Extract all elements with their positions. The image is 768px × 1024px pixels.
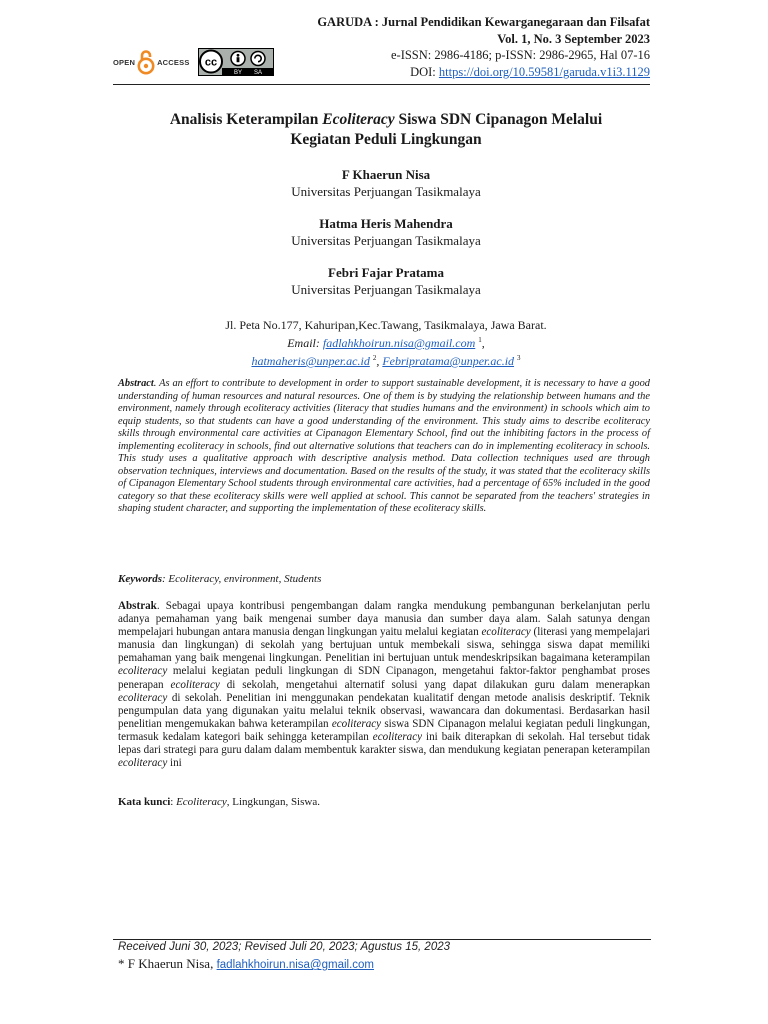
journal-volume: Vol. 1, No. 3 September 2023 <box>497 31 650 46</box>
email-sup: 1 <box>478 336 482 344</box>
author-block <box>113 264 659 298</box>
abstrak-segment: (literasi yang mempelajari manusia dan lingkungan) di sekolah yang bertujuan untuk membekali siswa, sehingga siswa dapat memiliki pemahaman yang baik mengenai lingkungan. Penelitian ini bertujuan untuk mendeskripsikan bagaimana keterampilan <box>118 626 651 665</box>
abstrak-term: ecoliteracy <box>170 678 220 691</box>
cc-badge-text: cc <box>204 56 217 69</box>
journal-issn: e-ISSN: 2986-4186; p-ISSN: 2986-2965, Hal 07-16 <box>390 48 650 62</box>
abstrak-segment: di sekolah. Penelitian ini menggunakan pendekatan kualitatif dengan metode analisis deskriptif. Teknik pengumpulan data yang digunakan yaitu melalui teknik observasi, wawancara dan dokumentasi. Berdasarkan hasil penelitian mengemukakan bahwa keterampilan <box>118 691 650 730</box>
kata-kunci-label: Kata kunci <box>118 796 171 808</box>
kata-kunci-term: Ecoliteracy <box>176 796 227 808</box>
journal-title: GARUDA : Jurnal Pendidikan Kewarganegaraan dan Filsafat <box>317 15 650 29</box>
abstrak-term: ecoliteracy <box>118 757 168 770</box>
abstrak-term: ecoliteracy <box>372 730 423 743</box>
abstrak-term: ecoliteracy <box>118 691 168 704</box>
contact-block <box>113 318 659 369</box>
author-affiliation: Universitas Perjuangan Tasikmalaya <box>291 233 481 248</box>
author-name: Febri Fajar Pratama <box>328 265 444 280</box>
abstract-label: Abstract <box>118 378 154 389</box>
footer-divider <box>113 939 651 940</box>
abstrak-segment: siswa SDN Cipanagon melalui kegiatan peduli lingkungan, termasuk kedalam kategori baik sehingga keterampilan <box>118 717 650 743</box>
journal-header <box>0 14 768 84</box>
open-access-right-text: ACCESS <box>157 57 190 67</box>
title-part-2: Siswa SDN Cipanagon Melalui <box>394 111 603 128</box>
journal-doi <box>317 64 650 81</box>
abstrak-term: ecoliteracy <box>118 665 168 678</box>
email-link[interactable]: fadlahkhoirun.nisa@gmail.com <box>322 336 476 350</box>
title-part-1: Analisis Keterampilan <box>169 111 323 128</box>
open-access-left-text: OPEN <box>113 57 136 67</box>
cc-sa-text: SA <box>253 70 262 76</box>
cc-by-text: BY <box>233 70 242 76</box>
author-name: Hatma Heris Mahendra <box>319 216 453 231</box>
kata-kunci-sep: : <box>170 796 177 808</box>
corresponding-name: * F Khaerun Nisa, <box>118 956 217 971</box>
abstrak-segment: ini baik diterapkan di sekolah. Hal tersebut tidak lepas dari strategi para guru dalam dalam membentuk karakter siswa, dan mendukung kegiatan penerapan keterampilan <box>118 730 650 757</box>
author-block <box>113 215 659 249</box>
email-separator: , <box>376 354 380 368</box>
open-access-logo <box>113 49 190 75</box>
keywords-label: Keywords <box>118 573 162 585</box>
email-sup: 2 <box>372 354 377 362</box>
corresponding-author <box>118 956 374 972</box>
license-logos <box>113 48 274 76</box>
abstrak-segment: . Sebagai upaya kontribusi pengembangan dalam rangka mendukung pembangunan berkelanjutan perlu adanya pemahaman yang baik mengenai sumber daya manusia dan sumber daya alam. Salah satunya dengan mempelajari hubungan antara manusia dengan lingkungan yaitu melalui kegiatan <box>118 600 650 639</box>
abstrak-label: Abstrak <box>118 600 157 612</box>
doi-label: DOI: <box>410 64 436 79</box>
journal-info <box>317 14 650 80</box>
doi-link[interactable]: https://doi.org/10.59581/garuda.v1i3.1129 <box>438 64 650 79</box>
cc-by-sa-badge <box>198 48 274 76</box>
email-link[interactable]: hatmaheris@unper.ac.id <box>251 354 370 368</box>
author-affiliation: Universitas Perjuangan Tasikmalaya <box>291 282 481 297</box>
author-name: F Khaerun Nisa <box>341 167 431 182</box>
email-label: Email: <box>287 336 320 350</box>
keywords-indonesian <box>118 796 650 808</box>
abstract-indonesian <box>118 600 650 770</box>
postal-address: Jl. Peta No.177, Kahuripan,Kec.Tawang, Tasikmalaya, Jawa Barat. <box>225 318 547 332</box>
kata-kunci-rest: , Lingkungan, Siswa. <box>226 796 320 808</box>
email-sup: 3 <box>517 354 521 362</box>
email-separator: , <box>481 336 485 350</box>
abstrak-term: ecoliteracy <box>481 626 531 639</box>
email-line-1 <box>113 333 659 351</box>
keywords-text: : Ecoliteracy, environment, Students <box>162 573 322 585</box>
paper-title <box>113 110 659 150</box>
open-lock-icon <box>136 49 156 75</box>
author-block <box>113 166 659 200</box>
abstrak-term: ecoliteracy <box>331 717 382 730</box>
abstrak-segment: ini <box>167 757 182 770</box>
header-divider <box>113 84 650 85</box>
author-list <box>113 166 659 313</box>
keywords-english <box>118 573 650 585</box>
corresponding-email-link[interactable]: fadlahkhoirun.nisa@gmail.com <box>216 959 374 971</box>
received-dates: Received Juni 30, 2023; Revised Juli 20, 2023; Agustus 15, 2023 <box>118 941 451 953</box>
abstrak-segment: melalui kegiatan peduli lingkungan di SDN Cipanagon, mengetahui faktor-faktor penghambat proses penerapan <box>118 665 650 691</box>
title-italic: Ecoliteracy <box>322 111 395 128</box>
email-link[interactable]: Febripratama@unper.ac.id <box>382 354 515 368</box>
email-line-2 <box>113 351 659 369</box>
title-line-2: Kegiatan Peduli Lingkungan <box>290 131 482 148</box>
abstrak-segment: di sekolah, mengetahui alternatif solusi yang dapat dilakukan guru dalam menerapkan <box>219 678 650 691</box>
abstract-text: . As an effort to contribute to development in order to support sustainable development, it is necessary to have a good understanding of human resources and natural resources. One of them is by studying the relationship between humans and the environment, namely through ecoliteracy activities (literacy that studies humans and the environment) in schools which aim to equip students, so that students can have a good understanding of the environment. This study aims to describe ecoliteracy skills through environmental care activities at Cipanagon Elementary School, find out the inhibiting factors in the process of implementing ecoliteracy in schools, find out alternative solutions that teachers can do in implementing ecoliteracy in schools. This study uses a qualitative approach with descriptive analysis method. Data collection techniques used are through observation techniques, interviews and documentation. Based on the results of the study, it was stated that the ecoliteracy skills of Cipanagon Elementary School students through environmental care activities, had a percentage of 65% included in the good category so that these ecoliteracy skills were well applied at school. This cannot be separated from the teachers' strategies in shaping student character, and supporting the implementation of these ecoliteracy skills. <box>118 378 650 515</box>
author-affiliation: Universitas Perjuangan Tasikmalaya <box>291 184 481 199</box>
abstract-english <box>118 378 650 516</box>
